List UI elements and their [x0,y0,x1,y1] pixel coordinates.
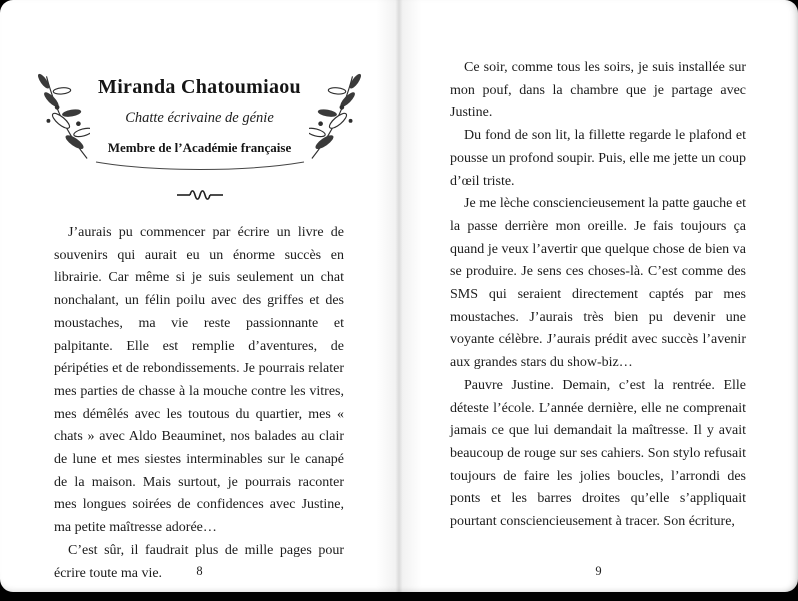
chapter-header [0,0,399,173]
paragraph: J’aurais pu commencer par écrire un livre de souvenirs qui aurait eu un énorme succès en librairie. Car même si je suis seulement un chat nonchalant, un félin poilu avec des griffes et des moustaches, ma vie reste passionnante et palpitante. Elle est remplie d’aventures, de péripéties et de rebondissements. Je pourrais relater mes parties de chasse à la mouche contre les vitres, mes démêlés avec les toutous du quartier, mes « chats » avec Aldo Beauminet, nos balades au clair de lune et mes siestes interminables sur le canapé de la maison. Mais surtout, je pourrais raconter mes longues soirées de confidences avec Justine, ma petite maîtresse adorée… [54,225,344,536]
page-number-left: 8 [196,564,203,578]
page-right [399,0,798,592]
paragraph: Pauvre Justine. Demain, c’est la rentrée. Elle déteste l’école. L’année dernière, elle ne comprenait jamais ce que lui demandait la maîtresse. Il y avait beaucoup de rouge sur ses cahiers. Son stylo refusait toujours de faire les jolies boucles, l’arrondi des ponts et les barres droites qu’elle s’appliquait pourtant consciencieusement à tracer. Son écriture, [450,377,746,530]
chapter-subtitle: Chatte écrivaine de génie [125,110,274,126]
page-right-body-text [450,0,746,534]
underline-flourish-icon [94,159,306,173]
laurel-branch-left-icon [32,70,90,162]
chapter-affiliation: Membre de l’Académie française [107,140,292,155]
laurel-branch-right-icon [309,70,367,162]
frame-bottom-bar [0,592,798,601]
page-number-right: 9 [595,564,602,578]
squiggle-divider-icon [177,189,223,201]
paragraph: Je me lèche consciencieusement la patte gauche et la passe derrière mon oreille. Je fais toujours ça quand je veux l’avertir que quelque chose de bien va se produire. Je sens ces choses-là. C’est comme des SMS qui seraient directement captés par mes moustaches. J’aurais très bien pu devenir une voyante célèbre. J’aurais prédit avec succès l’avenir aux grandes stars du show-biz… [450,196,746,371]
paragraph: Ce soir, comme tous les soirs, je suis installée sur mon pouf, dans la chambre que je partage avec Justine. [450,60,746,121]
chapter-title: Miranda Chatoumiaou [98,76,301,98]
page-left [0,0,399,592]
paragraph: Du fond de son lit, la fillette regarde le plafond et pousse un profond soupir. Puis, elle me jette un coup d’œil triste. [450,128,746,189]
section-divider [0,188,399,206]
page-left-body-text [54,222,344,585]
paragraph: C’est sûr, il faudrait plus de mille pages pour écrire toute ma vie. [54,542,344,581]
